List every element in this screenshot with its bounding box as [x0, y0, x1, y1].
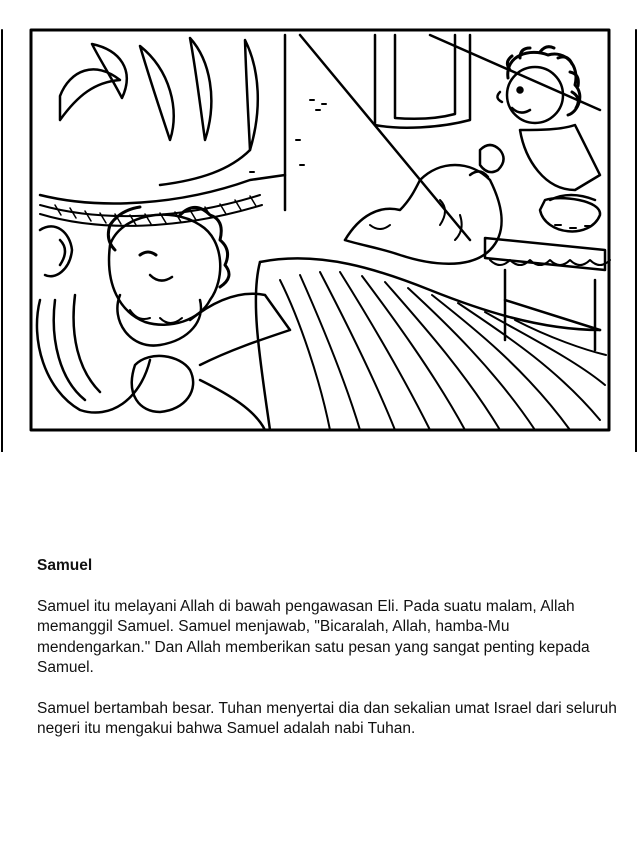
- story-text: [37, 556, 617, 760]
- eli-blanket-top: [260, 258, 600, 330]
- eli-head: [109, 215, 220, 325]
- drape-fold: [245, 40, 258, 150]
- boy-hand: [480, 145, 504, 172]
- story-paragraph-2: Samuel bertambah besar. Tuhan menyertai dia dan sekalian umat Israel dari seluruh negeri itu mengakui bahwa Samuel adalah nabi Tuhan.: [37, 699, 617, 737]
- drape-fold: [92, 44, 127, 98]
- boy-tunic: [520, 125, 600, 190]
- story-title: Samuel: [37, 557, 93, 574]
- drape-fold: [190, 38, 211, 140]
- drape-fold: [140, 46, 174, 140]
- eli-sleeve: [190, 294, 290, 365]
- boy-head: [507, 67, 563, 123]
- story-paragraph-1: Samuel itu melayani Allah di bawah pengawasan Eli. Pada suatu malam, Allah memanggil Samuel. Samuel menjawab, "Bicaralah, Allah, hamba-Mu mendengarkan." Dan Allah memberikan satu pesan yang sangat penting kepada Samuel.: [37, 597, 590, 676]
